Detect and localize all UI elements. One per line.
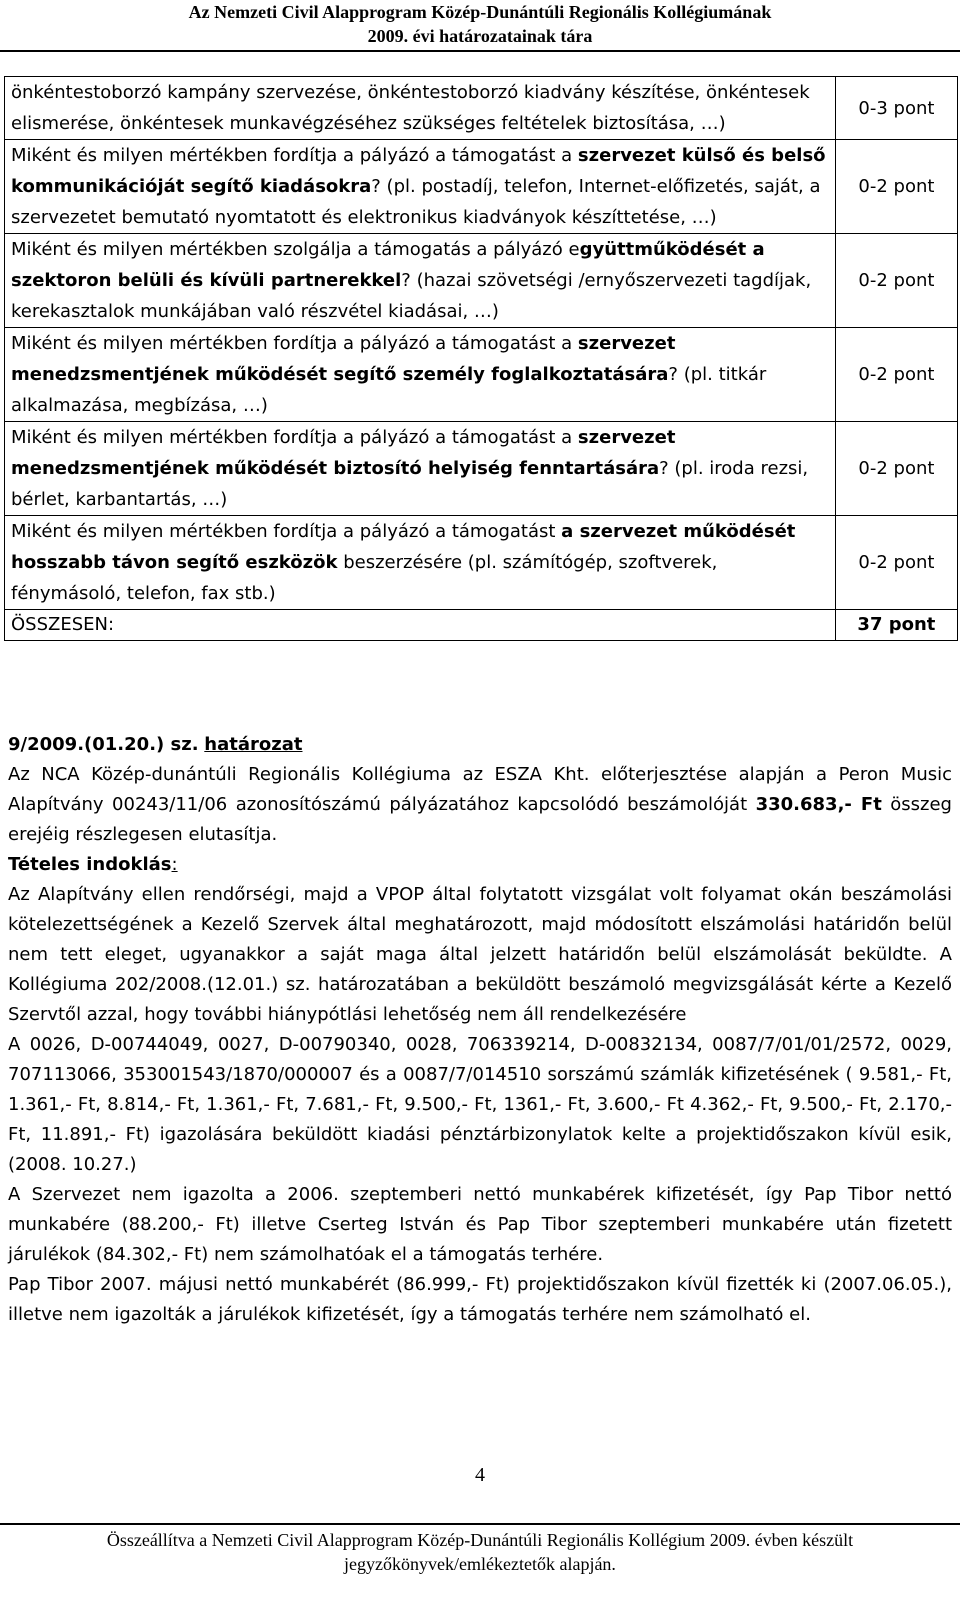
criterion-cell: [5, 422, 836, 516]
points-cell: 0-2 pont: [835, 422, 957, 516]
scoring-table: [4, 76, 958, 641]
criterion-cell: [5, 516, 836, 610]
criterion-cell: [5, 140, 836, 234]
criterion-cell: [5, 328, 836, 422]
decision-amount: 330.683,- Ft: [755, 794, 882, 815]
criterion-text-end: ? (pl. iroda rezsi, bérlet, karbantartás, …): [11, 458, 809, 510]
header-line-2: 2009. évi határozatainak tára: [367, 26, 593, 46]
criterion-bold-text: szervezet külső és belső kommunikációját segítő kiadásokra: [11, 145, 826, 197]
footer-line-2: jegyzőkönyvek/emlékeztetők alapján.: [344, 1554, 616, 1574]
page-number: 4: [475, 1464, 485, 1486]
criterion-text: Miként és milyen mértékben fordítja a pályázó a támogatást: [11, 521, 562, 542]
criterion-text: Miként és milyen mértékben fordítja a pályázó a támogatást a: [11, 333, 578, 354]
decision-intro-text: Az NCA Közép-dunántúli Regionális Kollégiuma az ESZA Kht. előterjesztése alapján a Peron Music Alapítvány 00243/11/06 azonosítószámú pályázatához kapcsolódó beszámolóját: [8, 764, 952, 815]
points-cell: 0-2 pont: [835, 328, 957, 422]
footer-divider: [0, 1523, 960, 1525]
criterion-cell: [5, 77, 836, 140]
criterion-text: önkéntestoborzó kampány szervezése, önkéntestoborzó kiadvány készítése, önkéntesek elismerése, önkéntesek munkavégzéséhez szükséges feltételek biztosítása, …): [11, 82, 810, 134]
points-cell: 0-2 pont: [835, 234, 957, 328]
reason-paragraph: A 0026, D-00744049, 0027, D-00790340, 0028, 706339214, D-00832134, 0087/7/01/01/2572, 0029, 707113066, 353001543/1870/000007 és a 0087/7/014510 sorszámú számlák kifizetésének ( 9.581,- Ft, 1.361,- Ft, 8.814,- Ft, 1.361,- Ft, 7.681,- Ft, 9.500,- Ft, 1361,- Ft, 3.600,- Ft 4.362,- Ft, 9.500,- Ft, 2.170,- Ft, 11.891,- Ft) igazolására beküldött kiadási pénztárbizonylatok kelte a projektidőszakon kívül esik, (2008. 10.27.): [8, 1034, 952, 1175]
page-footer: [0, 1528, 960, 1576]
decision-number: 9/2009.(01.20.) sz.: [8, 734, 199, 755]
criterion-text-end: ? (hazai szövetségi /ernyőszervezeti tagdíjak, kerekasztalok munkájában való részvétel kiadásai, …): [11, 270, 812, 322]
footer-line-1: Összeállítva a Nemzeti Civil Alapprogram Közép-Dunántúli Regionális Kollégium 2009. évben készült: [106, 1530, 854, 1550]
header-line-1: Az Nemzeti Civil Alapprogram Közép-Dunántúli Regionális Kollégiumának: [188, 2, 772, 22]
criterion-cell: [5, 234, 836, 328]
decision-intro: [8, 760, 952, 850]
criterion-text: Miként és milyen mértékben szolgálja a támogatás a pályázó e: [11, 239, 580, 260]
table-row: [5, 77, 958, 140]
decision-heading: [8, 730, 952, 760]
points-cell: 0-2 pont: [835, 516, 957, 610]
reason-paragraph: Az Alapítvány ellen rendőrségi, majd a VPOP által folytatott vizsgálat volt folyamat okán beszámolási kötelezettségének a Kezelő Szervek által meghatározott, majd módosított elszámolási határidőn belül nem tett eleget, ugyanakkor a saját maga által jelzett határidőn belül elszámolását beküldte. A Kollégiuma 202/2008.(12.01.) sz. határozatában a beküldött beszámoló megvizsgálását kérte a Kezelő Szervtől azzal, hogy további hiánypótlási lehetőség nem áll rendelkezésére: [8, 884, 952, 1025]
page-header: [0, 0, 960, 48]
criterion-bold-text: a szervezet működését hosszabb távon segítő eszközök: [11, 521, 796, 573]
total-label: ÖSSZESEN:: [5, 610, 836, 641]
reason-heading: [8, 850, 952, 880]
total-row: [5, 610, 958, 641]
criterion-text: Miként és milyen mértékben fordítja a pályázó a támogatást a: [11, 145, 578, 166]
points-cell: 0-2 pont: [835, 140, 957, 234]
criterion-text: Miként és milyen mértékben fordítja a pályázó a támogatást a: [11, 427, 578, 448]
table-row: [5, 234, 958, 328]
criterion-bold-text: gyüttműködését a szektoron belüli és kívüli partnerekkel: [11, 239, 765, 291]
total-points: 37 pont: [835, 610, 957, 641]
reason-paragraph: Pap Tibor 2007. májusi nettó munkabérét (86.999,- Ft) projektidőszakon kívül fizették ki (2007.06.05.), illetve nem igazolták a járulékok kifizetését, így a támogatás terhére nem számolható el.: [8, 1274, 952, 1325]
criterion-text-end: beszerzésére (pl. számítógép, szoftverek, fénymásoló, telefon, fax stb.): [11, 552, 718, 604]
reason-label: Tételes indoklás: [8, 854, 172, 875]
reason-paragraph: A Szervezet nem igazolta a 2006. szeptemberi nettó munkabérek kifizetését, így Pap Tibor nettó munkabére (88.200,- Ft) illetve Cserteg István és Pap Tibor szeptemberi munkabére után fizetett járulékok (84.302,- Ft) nem számolhatóak el a támogatás terhére.: [8, 1184, 952, 1265]
criterion-text-end: ? (pl. titkár alkalmazása, megbízása, …): [11, 364, 767, 416]
criterion-bold-text: szervezet menedzsmentjének működését segítő személy foglalkoztatására: [11, 333, 676, 385]
decision-intro-end: összeg erejéig részlegesen elutasítja.: [8, 794, 952, 845]
criterion-bold-text: szervezet menedzsmentjének működését biztosító helyiség fenntartására: [11, 427, 676, 479]
table-row: [5, 328, 958, 422]
decision-title: határozat: [204, 734, 303, 755]
table-row: [5, 516, 958, 610]
decision-section: [8, 730, 952, 1330]
points-cell: 0-3 pont: [835, 77, 957, 140]
reason-colon: :: [171, 854, 178, 875]
table-row: [5, 140, 958, 234]
criterion-text-end: ? (pl. postadíj, telefon, Internet-előfizetés, saját, a szervezetet bemutató nyomtatott és elektronikus kiadványok készíttetése, …): [11, 176, 821, 228]
table-row: [5, 422, 958, 516]
header-divider: [0, 50, 960, 52]
